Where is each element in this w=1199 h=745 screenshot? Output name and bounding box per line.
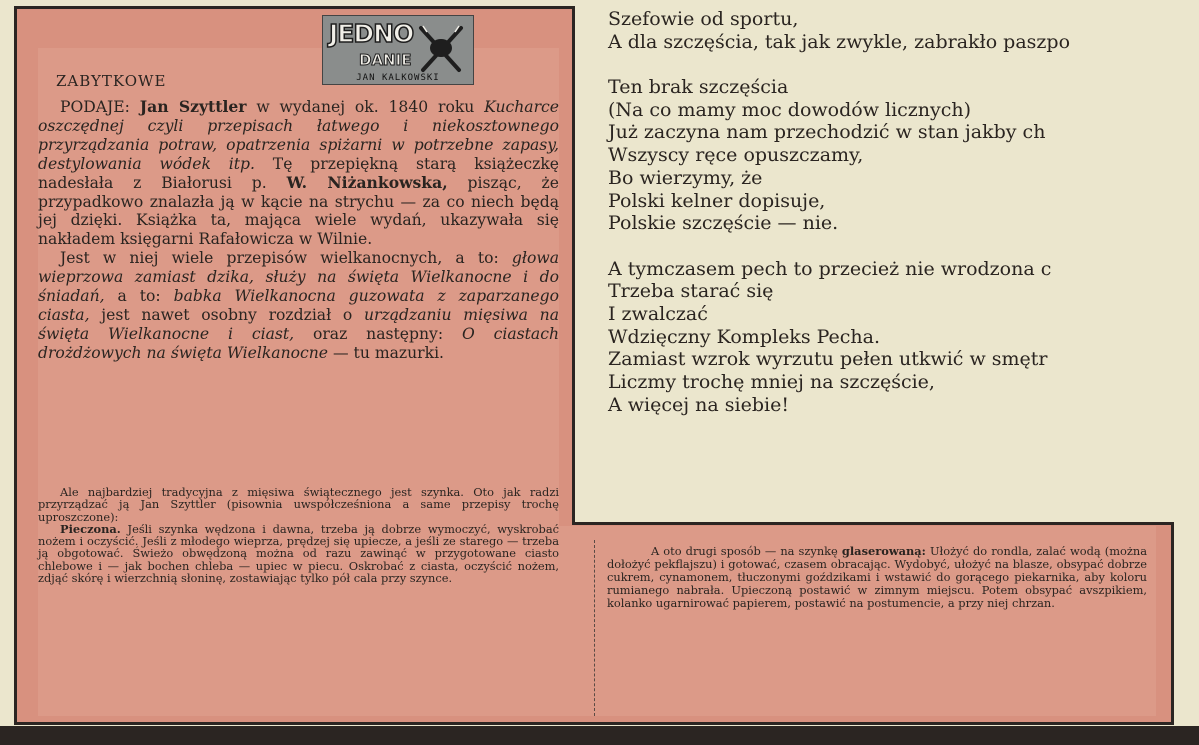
poem-line: Zamiast wzrok wyrzutu pełen utkwić w smętr [608,348,1048,371]
p2-italic-3: urządzaniu mięsiwa na święta Wielkanocne i ciast, [38,305,559,343]
box-border-step [572,522,1174,525]
poem-line: Trzeba starać się [608,280,774,303]
p1-book-title: Kucharce oszczędnej czyli przepisach łatwego i niekosztownego przyrządzania potraw, opatrzenia spiżarni w potrzebne zapasy, destylowania wódek itp. [38,98,559,173]
logo-author: JAN KALKOWSKI [356,73,440,83]
poem-line: I zwalczać [608,302,708,325]
stanza-gap [608,53,1070,76]
p2-text-b: a to: [104,287,174,306]
poem [608,8,1070,416]
crossed-cutlery-icon [413,20,469,76]
page-bottom-rule [0,726,1199,745]
recipe-2-paragraph [607,545,1147,610]
p2-text-a: Jest w niej wiele przepisów wielkanocnych, a to: [60,249,512,268]
recipe-2-text-a: A oto drugi sposób — na szynkę [651,544,842,558]
column-logo [322,15,474,85]
poem-line: (Na co mamy moc dowodów licznych) [608,98,972,121]
poem-line: A więcej na siebie! [608,393,789,416]
recipe-1-lead: Pieczona. [60,521,121,536]
p1-text-c: Tę przepiękną starą książeczkę nadesłała z Białorusi p. [38,154,560,192]
recipe-2-text-b: Ułożyć do rondla, zalać wodą (można dołożyć pekflajszu) i gotować, czasem obracając. Wydobyć, ułożyć na blasze, obsypać dobrze cukrem, cynamonem, tłuczonymi goździkami i wstawić do gorącego piekarnika, aby koloru rumianego nabrała. Upieczoną postawić w zimnym miejscu. Potem obsypać avszpikiem, kolanko ugarnirować papierem, postawić na postumencie, a przy niej chrzan. [607,544,1148,610]
poem-line: Wdzięczny Kompleks Pecha. [608,325,881,348]
box-border-right [572,6,575,525]
recipe-2-smallprint [607,545,1147,610]
poem-line: Polskie szczęście — nie. [608,212,839,235]
p2-text-c: jest nawet osobny rozdział o [89,305,364,324]
p1-text-d: pisząc, że przypadkowo znalazła ją w kącie na strychu — za co niech będą jej dzięki. Książka ta, mająca wiele wydań, ukazywała się nakładem księgarni Rafałowicza w Wilnie. [38,173,559,249]
p1-author: Jan Szyttler [139,97,247,116]
p1-text-a: PODAJE: [60,98,140,116]
p2-text-d: oraz następny: [294,324,462,343]
poem-line: Polski kelner dopisuje, [608,189,826,212]
stanza-gap [608,235,1070,258]
p2-text-e: — tu mazurki. [328,343,445,362]
column-paragraph-1 [38,98,559,249]
p1-sender: W. Niżankowska, [286,172,448,192]
p2-italic-1: głowa wieprzowa zamiast dzika, służy na święta Wielkanocne i do śniadań, [38,249,559,306]
p2-italic-4: O ciastach drożdżowych na święta Wielkanocne [38,324,559,362]
poem-line: A tymczasem pech to przecież nie wrodzona c [608,257,1052,280]
poem-line: A dla szczęścia, tak jak zwykle, zabrakło paszpo [608,30,1071,53]
p2-italic-2: babka Wielkanocna guzowata z zaparzanego ciasta, [38,287,559,324]
recipe-1-smallprint [38,485,559,672]
poem-line: Ten brak szczęścia [608,76,789,99]
column-paragraph-2 [38,249,559,362]
poem-line: Liczmy trochę mniej na szczęście, [608,371,935,393]
logo-sub-text: DANIE [359,51,412,69]
poem-line: Wszyscy ręce opuszczamy, [608,144,864,167]
poem-line: Już zaczyna nam przechodzić w stan jakby ch [608,121,1046,144]
small-paragraph-2 [38,523,559,584]
recipe-2-bold: glaserowaną: [841,544,926,558]
column-body [38,98,559,363]
column-divider [594,540,595,716]
poem-line: Szefowie od sportu, [608,8,799,30]
p1-text-b: w wydanej ok. 1840 roku [246,98,485,116]
small-paragraph-1: Ale najbardziej tradycyjna z mięsiwa świątecznego jest szynka. Oto jak radzi przyrządzać ją Jan Szyttler (pisownia uwspółcześniona a same przepisy trochę uproszczone): [38,485,559,524]
logo-main-text: JEDNO [329,19,414,48]
recipe-1-text: Jeśli szynka wędzona i dawna, trzeba ją dobrze wymoczyć, wyskrobać nożem i oczyścić. Jeśli z młodego wieprza, prędzej się upiecze, a jeśli ze starego — trzeba ją obgotować. Świeżo obwędzoną można od razu zawinąć w przygotowane ciasto chlebowe i — jak bochen chleba — upiec w piecu. Oskrobać z ciasta, oczyścić nożem, zdjąć skórę i wierzchnią słoninę, zostawiając tylko pół cala przy szynce. [38,521,559,586]
poem-line: Bo wierzymy, że [608,166,763,189]
column-heading: ZABYTKOWE [56,72,167,90]
